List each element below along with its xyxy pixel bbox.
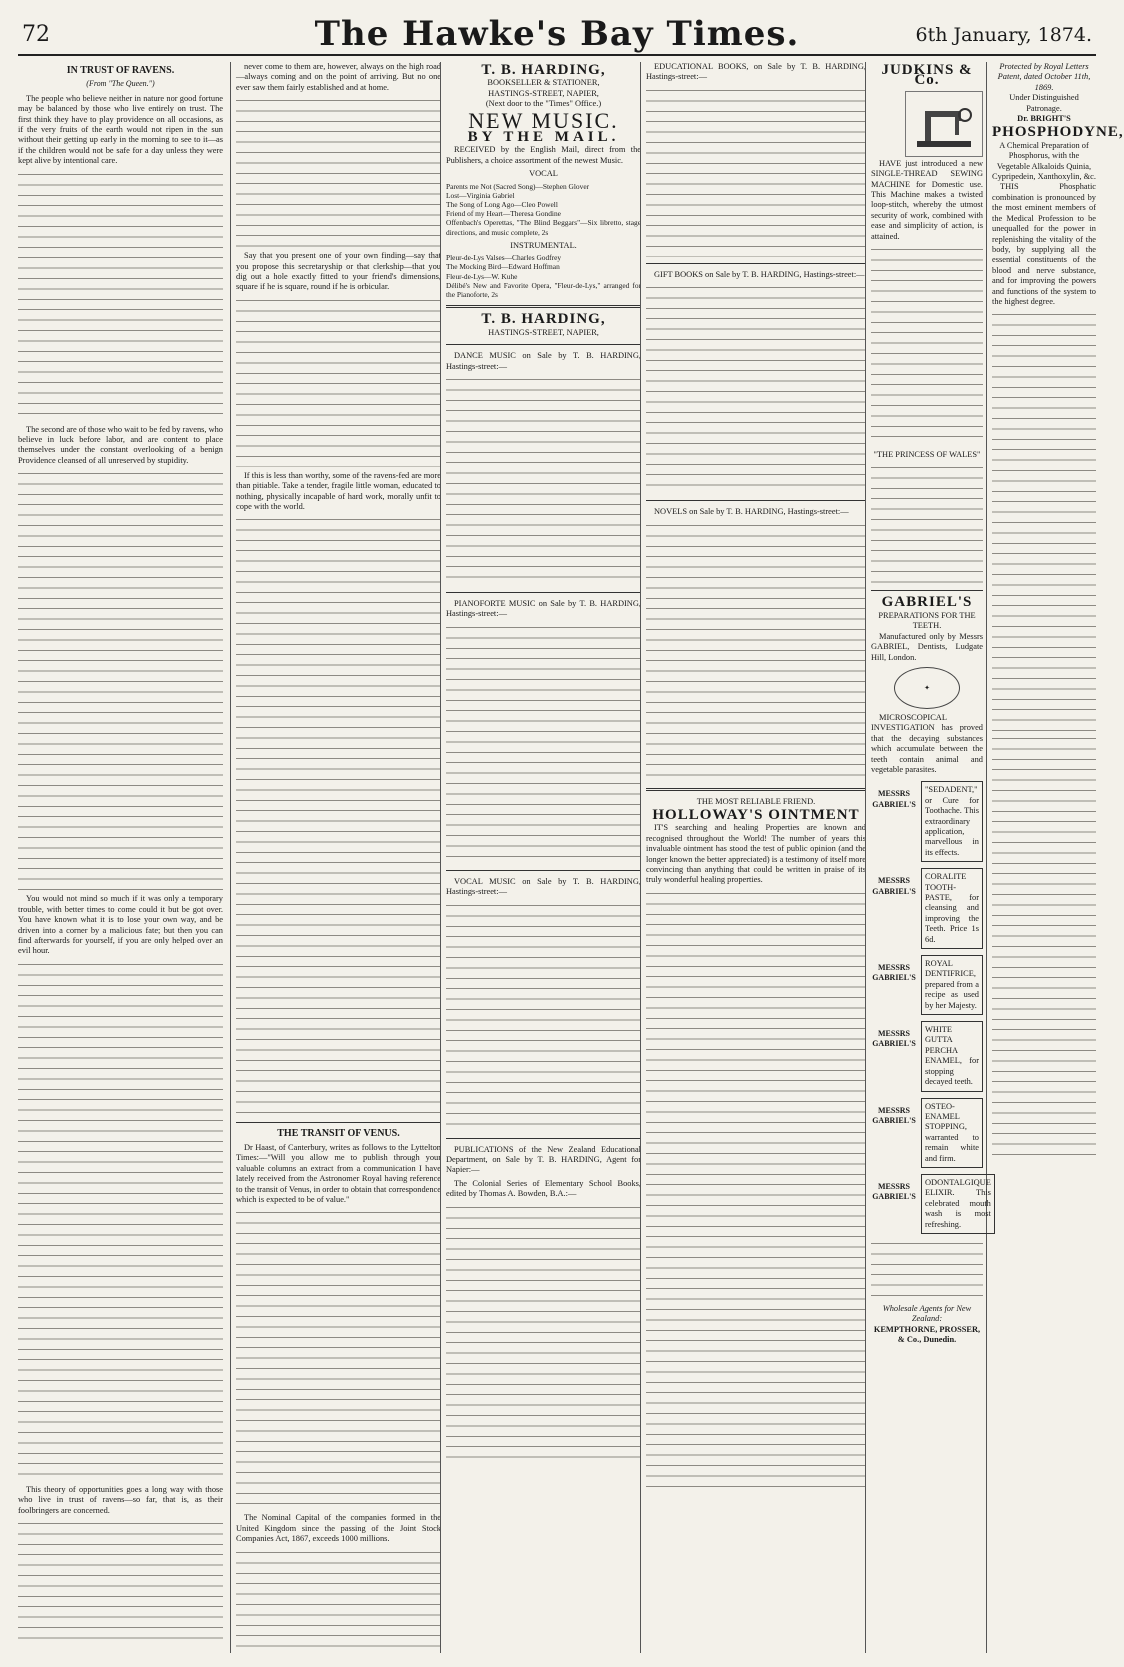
section-label: VOCAL: [529, 169, 558, 179]
column-2: [230, 62, 441, 1653]
listing-block: [646, 522, 866, 782]
listing-block: [446, 902, 641, 1132]
divider: [446, 592, 641, 593]
wholesale-label: Wholesale Agents for New Zealand:: [882, 1303, 972, 1324]
body-text-block: [18, 470, 223, 890]
column-1: [18, 62, 223, 1653]
body-text-block: [236, 1549, 441, 1649]
article-headline: THE TRANSIT OF VENUS.: [277, 1128, 400, 1140]
list-item: Pleur-de-Lys Valses—Charles Godfrey: [446, 253, 562, 263]
brand-label: MESSRS GABRIEL'S: [872, 1029, 916, 1049]
brand-label: MESSRS GABRIEL'S: [872, 1181, 916, 1202]
divider: [236, 1122, 441, 1123]
gabriel-product: [871, 955, 983, 1015]
body-text-block: [871, 464, 983, 584]
list-item: Lost—Virginia Gabriel: [446, 190, 515, 200]
advertiser-note: (Next door to the "Times" Office.): [485, 99, 602, 109]
advertiser-address: HASTINGS-STREET, NAPIER,: [488, 88, 599, 98]
divider: [446, 344, 641, 345]
list-item: The Mocking Bird—Edward Hoffman: [446, 262, 560, 272]
article-headline: IN TRUST OF RAVENS.: [66, 65, 175, 76]
sewing-machine-illustration: [905, 91, 983, 157]
article-paragraph: You would not mind so much if it was only a temporary trouble, with better times to come could it but be got over. You have known what it is to lose your own way, and be driven into a corner by a malicious fate; but then you can find afterwards for yourself, if you are only helped over an evil hour.: [18, 894, 223, 956]
ad-heading: VOCAL MUSIC on Sale by T. B. HARDING, Hastings-street:—: [446, 876, 641, 897]
ad-subtitle: "THE PRINCESS OF WALES": [873, 450, 981, 460]
body-text-block: [871, 1240, 983, 1300]
patent-note: Protected by Royal Letters Patent, dated October 11th, 1869.: [997, 62, 1091, 92]
ad-heading: PUBLICATIONS of the New Zealand Educational Department, on Sale by T. B. HARDING, Agent for Napier:—: [446, 1144, 641, 1175]
product-text: "SEDADENT," or Cure for Toothache. This extraordinary application, marvellous in its effects.: [921, 781, 983, 862]
ad-heading: NOVELS on Sale by T. B. HARDING, Hastings-street:—: [654, 507, 849, 517]
body-text-block: [236, 297, 441, 467]
column-3: [440, 62, 641, 1653]
ad-subtitle: A Chemical Preparation of Phosphorus, with the Vegetable Alkaloids Quinia, Cypripedein, Xanthoxylin, &c.: [992, 140, 1096, 182]
ad-text: The Colonial Series of Elementary School Books, edited by Thomas A. Bowden, B.A.:—: [446, 1178, 641, 1199]
article-paragraph: The Nominal Capital of the companies formed in the United Kingdom since the passing of the Joint Stock Companies Act, 1867, exceeds 1000 millions.: [236, 1513, 441, 1544]
section-label: INSTRUMENTAL.: [510, 240, 577, 250]
brand-label: MESSRS GABRIEL'S: [872, 876, 916, 896]
body-text-block: [646, 890, 866, 1490]
page-number: 72: [22, 22, 50, 47]
body-text-block: [992, 735, 1096, 1155]
body-text-block: [236, 516, 441, 1116]
gabriel-product: [871, 1174, 991, 1234]
advertiser-trade: BOOKSELLER & STATIONER,: [487, 78, 600, 88]
issue-date: 6th January, 1874.: [915, 24, 1092, 46]
body-text-block: [18, 1520, 223, 1640]
body-text-block: [18, 961, 223, 1481]
ad-title: PHOSPHODYNE,: [992, 124, 1124, 141]
article-source: (From "The Queen."): [86, 79, 155, 89]
divider: [646, 263, 866, 264]
ad-text: THIS Phosphatic combination is pronounced by the most eminent members of the Medical Profession to be unequalled for the power in replenishing the vitality of the body, by supplying all the essential constituents of the blood and nerve substance, and for improving the powers and functions of the system to the highest degree.: [992, 182, 1096, 306]
ad-text: IT'S searching and healing Properties are known and recognised throughout the World! The number of years this invaluable ointment has stood the test of public opinion (and the longer known the better appreciated) is a testimony of itself more convincing than anything that could be written in praise of its truly wonderful healing properties.: [646, 823, 866, 885]
ad-text: MICROSCOPICAL INVESTIGATION has proved that the decaying substances which accumulate between the teeth contain animal and vegetable parasites.: [871, 712, 983, 774]
columns: [18, 62, 1124, 1653]
music-list: [446, 253, 641, 299]
body-text-block: [992, 311, 1096, 731]
gabriel-product: [871, 1098, 983, 1168]
column-5b: [988, 62, 1124, 1653]
body-text-block: [18, 171, 223, 421]
brand-label: MESSRS GABRIEL'S: [872, 789, 916, 809]
gabriel-product: [871, 1021, 983, 1091]
advertiser-name: T. B. HARDING,: [481, 311, 606, 328]
wholesale-agent: KEMPTHORNE, PROSSER, & Co., Dunedin.: [873, 1324, 981, 1345]
divider: [446, 1138, 641, 1139]
article-paragraph: This theory of opportunities goes a long way with those who live in trust of ravens—so far, that is, as their foolbringers are concerned.: [18, 1484, 223, 1515]
ad-title: HOLLOWAY'S OINTMENT: [652, 807, 860, 824]
ad-text: RECEIVED by the English Mail, direct from the Publishers, a choice assortment of the newest Music.: [446, 145, 641, 165]
list-item: The Song of Long Ago—Cleo Powell: [446, 200, 558, 210]
newspaper-title: The Hawke's Bay Times.: [314, 14, 800, 54]
list-item: Parents me Not (Sacred Song)—Stephen Glover: [446, 181, 590, 191]
listing-block: [446, 376, 641, 586]
divider: [871, 590, 983, 591]
column-5a: [871, 62, 991, 1653]
patronage-note: Under Distinguished Patronage.: [1009, 93, 1079, 113]
listing-block: [646, 284, 866, 494]
ad-heading: GIFT BOOKS on Sale by T. B. HARDING, Hastings-street:—: [654, 269, 865, 279]
list-item: Friend of my Heart—Theresa Gondine: [446, 209, 561, 219]
article-paragraph: The second are of those who wait to be fed by ravens, who believe in luck before labor, and are content to place themselves under the constant overlooking of a benign Providence cleansed of all unreserved by stupidity.: [18, 424, 223, 465]
advertiser-address: HASTINGS-STREET, NAPIER,: [488, 327, 599, 337]
by-the-mail-heading: BY THE MAIL.: [467, 129, 620, 146]
ad-text: Manufactured only by Messrs GABRIEL, Dentists, Ludgate Hill, London.: [871, 631, 983, 662]
new-music-heading: NEW MUSIC.: [468, 107, 619, 133]
article-paragraph: The people who believe neither in nature nor good fortune may be balanced by those who live entirely on trust. The first think they have to play providence on all occasions, as if the very fruits of the earth would not ripen in the sun without their getting up early in the morning to see to it—as if the children would not be safe for a day unless they were kept alive by intentional care.: [18, 93, 223, 166]
ad-title: GABRIEL'S: [881, 594, 973, 611]
column-5: [865, 62, 1124, 1653]
listing-block: [646, 87, 866, 257]
divider: [446, 305, 641, 308]
ad-heading: PIANOFORTE MUSIC on Sale by T. B. HARDING, Hastings-street:—: [446, 598, 641, 619]
body-text-block: [236, 1209, 441, 1509]
body-text-block: [236, 97, 441, 247]
divider: [446, 870, 641, 871]
product-text: WHITE GUTTA PERCHA ENAMEL, for stopping decayed teeth.: [921, 1021, 983, 1091]
product-text: CORALITE TOOTH-PASTE, for cleansing and improving the Teeth. Price 1s 6d.: [921, 868, 983, 949]
product-text: OSTEO-ENAMEL STOPPING, warranted to remain white and firm.: [921, 1098, 983, 1168]
list-item: Fleur-de-Lys—W. Kuhe: [446, 271, 518, 281]
article-paragraph: If this is less than worthy, some of the ravens-fed are more than pitiable. Take a tender, fragile little woman, educated to nothing, physically incapable of hard work, morally unfit to cope with the world.: [236, 470, 441, 512]
product-text: ROYAL DENTIFRICE, prepared from a recipe as used by her Majesty.: [921, 955, 983, 1015]
body-text-block: [871, 246, 983, 446]
advertiser-name: T. B. HARDING,: [481, 62, 606, 78]
divider: [646, 500, 866, 501]
divider: [646, 788, 866, 791]
ad-title: JUDKINS & Co.: [881, 62, 973, 89]
sewing-machine-icon: [911, 97, 977, 151]
ad-heading: DANCE MUSIC on Sale by T. B. HARDING, Hastings-street:—: [446, 351, 641, 371]
listing-block: [446, 1204, 641, 1464]
ad-subtitle: PREPARATIONS FOR THE TEETH.: [878, 610, 976, 631]
masthead: [18, 14, 1096, 56]
ad-text: HAVE just introduced a new SINGLE-THREAD SEWING MACHINE for Domestic use. This Machine makes a twisted loop-stitch, whereby the utmost security of work, combined with ease and simplicity of action, is attained.: [871, 158, 983, 241]
article-paragraph: Say that you present one of your own finding—say that you propose this secretaryship or that clerkship—that you dig out a hole exactly fitted to your friend's dimensions, square if he is square, round if he is orbicular.: [236, 251, 441, 292]
music-list: [446, 182, 641, 237]
brand-label: MESSRS GABRIEL'S: [872, 1105, 916, 1125]
article-paragraph: never come to them are, however, always on the high road—always coming and on the point of arriving. But no one ever saw them fairly established and at home.: [236, 62, 441, 92]
gabriel-product: [871, 781, 983, 862]
listing-block: [446, 624, 641, 864]
gabriel-product: [871, 868, 983, 949]
list-item: Délibé's New and Favorite Opera, "Fleur-de-Lys," arranged for the Pianoforte, 2s: [446, 280, 641, 300]
column-4: [640, 62, 866, 1653]
list-item: Offenbach's Operettas, "The Blind Beggars"—Six libretto, stage directions, and music complete, 2s: [446, 218, 641, 237]
brand-label: MESSRS GABRIEL'S: [872, 963, 916, 983]
ad-kicker: Dr. BRIGHT'S: [1017, 114, 1071, 124]
product-text: ODONTALGIQUE ELIXIR. This celebrated mouth wash is most refreshing.: [921, 1174, 995, 1234]
ad-heading: EDUCATIONAL BOOKS, on Sale by T. B. HARDING, Hastings-street:—: [646, 62, 866, 82]
ad-kicker: THE MOST RELIABLE FRIEND.: [696, 796, 816, 806]
royal-seal-icon: ✦: [894, 667, 960, 709]
article-paragraph: Dr Haast, of Canterbury, writes as follows to the Lyttelton Times:—"Will you allow me to publish through your valuable columns an extract from a communication I have lately received from the Astronomer Royal having reference to the transit of Venus, in order to obtain that correspondence which is expected to be of value.": [236, 1142, 441, 1204]
